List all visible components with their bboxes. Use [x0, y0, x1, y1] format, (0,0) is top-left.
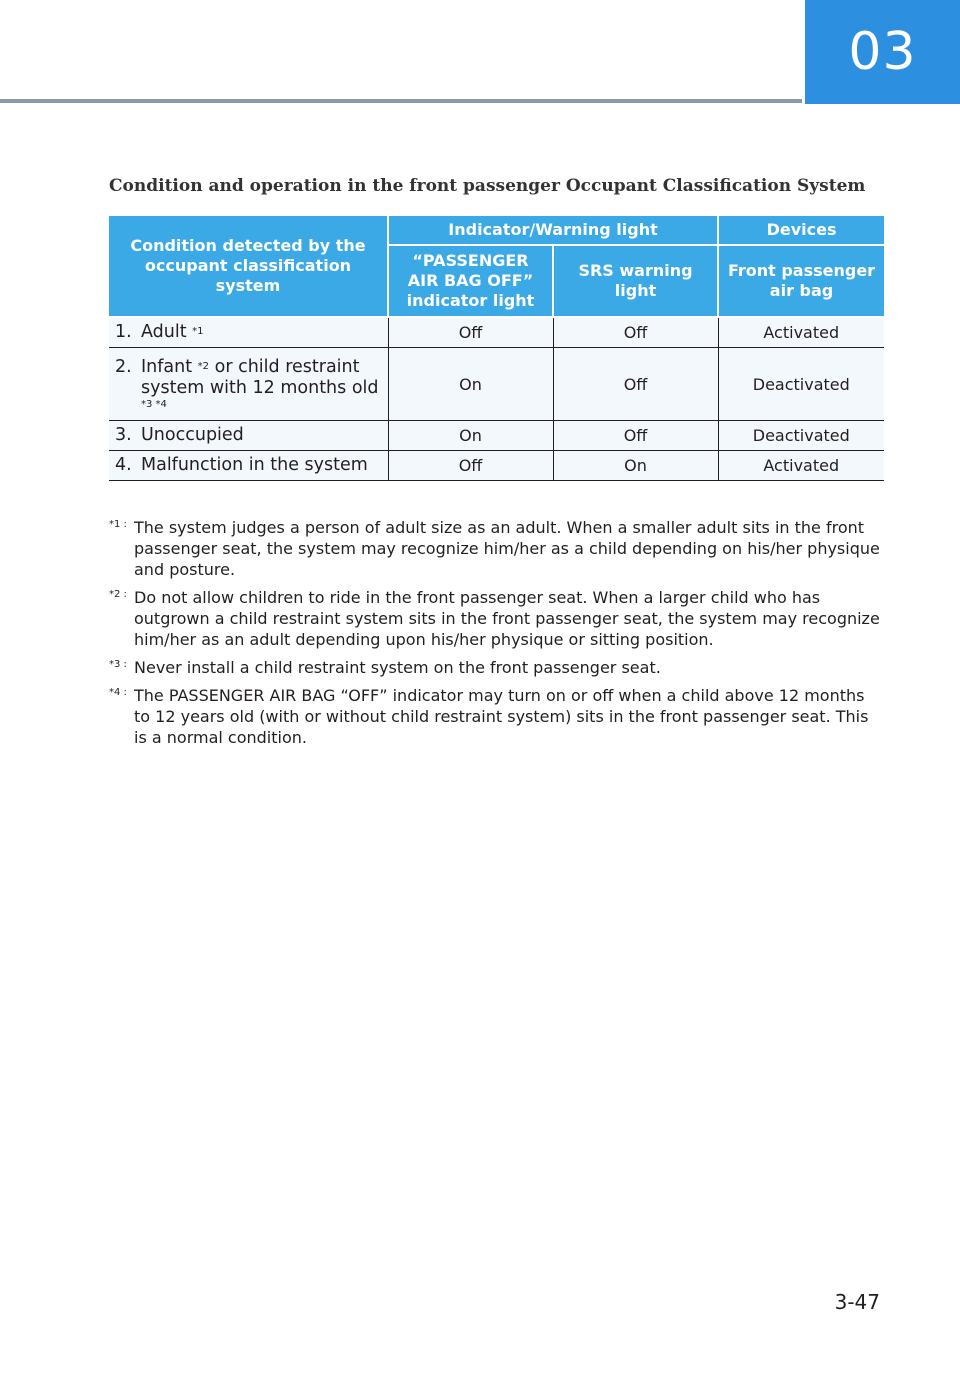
- row-footnote-ref: *2: [197, 361, 210, 372]
- footnote-4: [109, 685, 884, 748]
- footnote-mark: *1 :: [109, 519, 127, 530]
- table-row: [109, 421, 884, 451]
- row-condition-text: Adult: [141, 322, 187, 342]
- cell-airbag: Activated: [718, 317, 884, 348]
- row-footnote-ref: *1: [192, 326, 204, 337]
- cell-srs: On: [553, 451, 718, 481]
- section-title: Condition and operation in the front passenger Occupant Classification System: [109, 176, 866, 196]
- cell-indicator: Off: [388, 451, 553, 481]
- footnote-mark: *4 :: [109, 687, 127, 698]
- cell-indicator: On: [388, 348, 553, 421]
- header-indicator-group: Indicator/Warning light: [388, 216, 718, 245]
- cell-srs: Off: [553, 317, 718, 348]
- footnote-2: [109, 587, 884, 650]
- table-row: [109, 451, 884, 481]
- footnotes: [109, 517, 884, 755]
- row-condition-text-rest: or child restraint system with 12 months old: [141, 357, 379, 398]
- row-condition: [109, 451, 388, 481]
- footnote-1: [109, 517, 884, 580]
- table-header-row: [109, 216, 884, 245]
- row-number: 4.: [115, 455, 132, 475]
- row-condition: [109, 317, 388, 348]
- header-rule: [0, 99, 802, 103]
- table-row: [109, 348, 884, 421]
- row-condition: [109, 421, 388, 451]
- footnote-text: The PASSENGER AIR BAG “OFF” indicator may turn on or off when a child above 12 months to 12 years old (with or without child restraint system) sits in the front passenger seat. This is a normal condition.: [134, 686, 869, 747]
- row-number: 2.: [115, 357, 132, 377]
- footnote-text: Never install a child restraint system on the front passenger seat.: [134, 658, 661, 677]
- cell-indicator: Off: [388, 317, 553, 348]
- table-row: [109, 317, 884, 348]
- occupant-classification-table: [109, 216, 884, 481]
- row-condition: [109, 348, 388, 421]
- row-number: 1.: [115, 322, 132, 342]
- footnote-mark: *3 :: [109, 659, 127, 670]
- cell-airbag: Activated: [718, 451, 884, 481]
- row-condition-text: Unoccupied: [141, 425, 244, 445]
- cell-srs: Off: [553, 348, 718, 421]
- header-front-airbag: Front passenger air bag: [718, 245, 884, 317]
- footnote-3: [109, 657, 884, 678]
- cell-airbag: Deactivated: [718, 421, 884, 451]
- footnote-text: The system judges a person of adult size as an adult. When a smaller adult sits in the front passenger seat, the system may recognize him/her as a child depending on his/her physique and posture.: [134, 518, 880, 579]
- header-passenger-indicator: “PASSENGER AIR BAG OFF” indicator light: [388, 245, 553, 317]
- row-condition-text: Malfunction in the system: [141, 455, 368, 475]
- row-number: 3.: [115, 425, 132, 445]
- chapter-tab: 03: [805, 0, 960, 104]
- cell-srs: Off: [553, 421, 718, 451]
- header-srs-light: SRS warning light: [553, 245, 718, 317]
- footnote-text: Do not allow children to ride in the front passenger seat. When a larger child who has outgrown a child restraint system sits in the front passenger seat, the system may recognize him/her as an adult depending upon his/her physique or sitting position.: [134, 588, 880, 649]
- header-devices-group: Devices: [718, 216, 884, 245]
- cell-indicator: On: [388, 421, 553, 451]
- cell-airbag: Deactivated: [718, 348, 884, 421]
- page-number: 3-47: [834, 1290, 880, 1314]
- header-condition: Condition detected by the occupant classification system: [109, 216, 388, 317]
- row-extra-footnote-refs: *3 *4: [141, 399, 167, 410]
- footnote-mark: *2 :: [109, 589, 127, 600]
- row-condition-text: Infant: [141, 357, 193, 377]
